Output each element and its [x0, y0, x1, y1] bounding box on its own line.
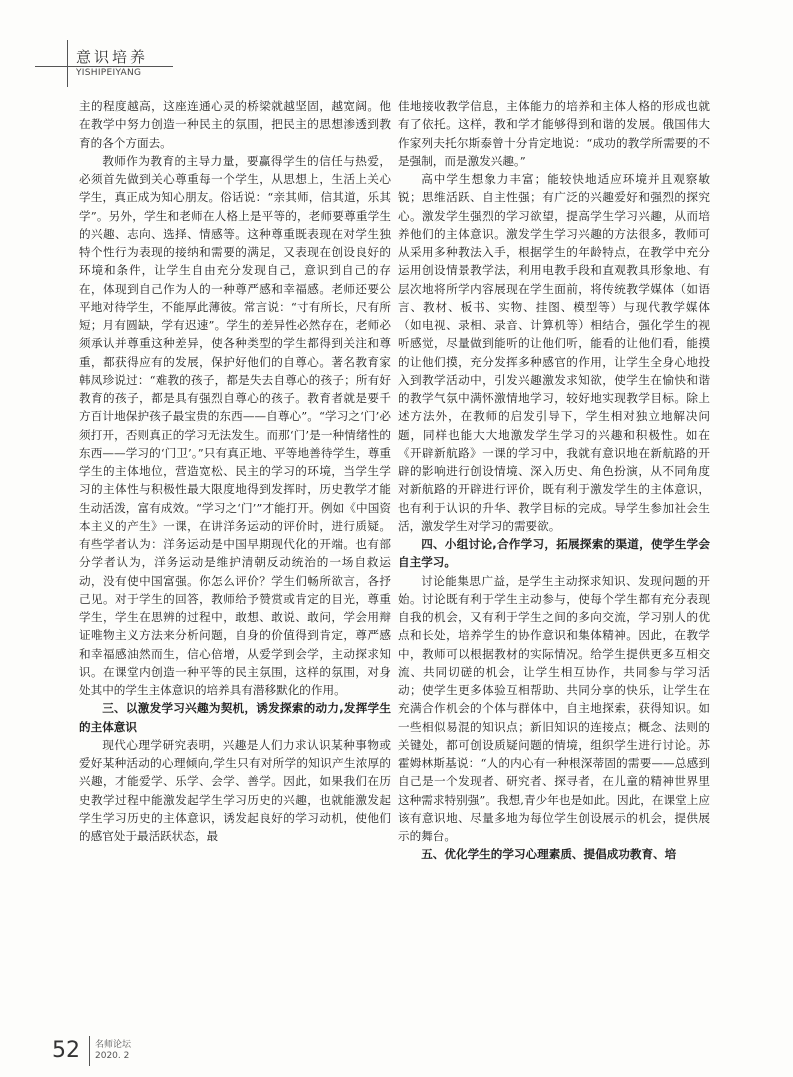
left-text-column	[79, 97, 391, 845]
body-paragraph: 讨论能集思广益，是学生主动探求知识、发现问题的开始。讨论既有利于学生主动参与，使每个学生都有充分表现自我的机会，又有利于学生之间的多向交流，学习别人的优点和长处，培养学生的协作意识和集体精神。因此，在教学中，教师可以根据教材的实际情况。给学生提供更多互相交流、共同切磋的机会，让学生相互协作，共同参与学习活动；使学生更多体验互相帮助、共同分享的快乐，让学生在充满合作机会的个体与群体中，自主地探索，获得知识。如一些相似易混的知识点；新旧知识的连接点；概念、法则的关键处，都可创设质疑问题的情境，组织学生进行讨论。苏霍姆林斯基说：“人的内心有一种根深蒂固的需要——总感到自己是一个发现者、研究者、探寻者，在儿童的精神世界里这种需求特别强”。我想,青少年也是如此。因此，在课堂上应该有意识地、尽量多地为每位学生创设展示的机会，提供展示的舞台。	[398, 573, 710, 843]
magazine-name: 名师论坛	[95, 1040, 132, 1050]
body-paragraph: 教师作为教育的主导力量，要赢得学生的信任与热爱，必须首先做到关心尊重每一个学生，从思想上，生活上关心学生，真正成为知心朋友。俗话说：“亲其师，信其道，乐其学”。另外，学生和老师在人格上是平等的，老师要尊重学生的兴趣、志向、选择、情感等。这种尊重既表现在对学生独特个性行为表现的接纳和需要的满足，又表现在创设良好的环境和条件，让学生自由充分发现自己，意识到自己的存在，体现到自己作为人的一种尊严感和幸福感。老师还要公平地对待学生，不能厚此薄彼。常言说：“寸有所长，尺有所短；月有圆缺，学有迟速”。学生的差异性必然存在，老师必须承认并尊重这种差异，使各种类型的学生都得到关注和尊重，都获得应有的发展，保护好他们的自尊心。著名教育家韩凤珍说过：“难教的孩子，都是失去自尊心的孩子；所有好教育的孩子，都是具有强烈自尊心的孩子。教育者就是要千方百计地保护孩子最宝贵的东西——自尊心”。“学习之‘门’必须打开，否则真正的学习无法发生。而那‘门’是一种情绪性的东西——学习的‘门卫’。”只有真正地、平等地善待学生，尊重学生的主体地位，营造宽松、民主的学习的环境，当学生学习的主体性与积极性最大限度地得到发挥时，历史教学才能生动活泼，富有成效。“学习之‘门’”才能打开。例如《中国资本主义的产生》一课，在讲洋务运动的评价时，进行质疑。有些学者认为：洋务运动是中国早期现代化的开端。也有部分学者认为，洋务运动是维护清朝反动统治的一场自救运动，没有使中国富强。你怎么评价？学生们畅所欲言，各抒己见。对于学生的回答，教师给予赞赏或肯定的目光，尊重学生，学生在思辨的过程中，敢想、敢说、敢问，学会用辩证唯物主义方法来分析问题，自身的价值得到肯定，尊严感和幸福感油然而生，信心倍增，从爱学到会学，主动探求知识。在课堂内创造一种平等的民主氛围，这样的氛围，对身处其中的学生主体意识的培养具有潜移默化的作用。	[79, 153, 391, 697]
section-heading: 四、小组讨论,合作学习，拓展探索的渠道，使学生学会自主学习。	[398, 537, 710, 570]
header-vertical-rule	[67, 40, 68, 87]
footer-divider	[89, 1036, 90, 1066]
body-paragraph: 佳地接收教学信息，主体能力的培养和主体人格的形成也就有了依托。这样，教和学才能够得到和谐的发展。俄国伟大作家列夫托尔斯泰曾十分肯定地说：“成功的教学所需要的不是强制，而是激发兴趣。”	[398, 99, 710, 168]
section-heading: 五、优化学生的学习心理素质、提倡成功教育、培	[421, 847, 677, 862]
section-heading: 三、以激发学习兴趣为契机，诱发探索的动力,发挥学生的主体意识	[79, 701, 391, 734]
body-paragraph: 高中学生想象力丰富；能较快地适应环境并且观察敏锐；思维活跃、自主性强；有广泛的兴趣爱好和强烈的探究心。激发学生强烈的学习欲望，提高学生学习兴趣，从而培养他们的主体意识。激发学生学习兴趣的方法很多，教师可从采用多种教法入手，根据学生的年龄特点，在教学中充分运用创设情景教学法，利用电教手段和直观教具形象地、有层次地将所学内容展现在学生面前，将传统教学媒体（如语言、教材、板书、实物、挂图、模型等）与现代教学媒体（如电视、录相、录音、计算机等）相结合，强化学生的视听感觉，尽量做到能听的让他们听，能看的让他们看，能摸的让他们摸，充分发挥多种感官的作用，让学生全身心地投入到教学活动中，引发兴趣激发求知欲，使学生在愉快和谐的教学气氛中满怀激情地学习，较好地实现教学目标。除上述方法外，在教师的启发引导下，学生相对独立地解决问题，同样也能大大地激发学生学习的兴趣和积极性。如在《开辟新航路》一课的学习中，我就有意识地在新航路的开辟的影响进行创设情境、深入历史、角色扮演，从不同角度对新航路的开辟进行评价，既有利于激发学生的主体意识，也有利于认识的升华、教学目标的完成。导学生参加社会生活，激发学生对学习的需要欲。	[398, 172, 710, 533]
section-subtitle: YISHIPEIYANG	[76, 68, 142, 78]
section-title: 意识培养	[76, 48, 149, 66]
body-paragraph: 现代心理学研究表明，兴趣是人们力求认识某种事物或爱好某种活动的心理倾向,学生只有对所学的知识产生浓厚的兴趣，才能爱学、乐学、会学、善学。因此，如果我们在历史教学过程中能激发起学生学习历史的兴趣，也就能激发起学生学习历史的主体意识，诱发起良好的学习动机，使他们的感官处于最活跃状态，最	[79, 737, 391, 843]
page-header	[0, 0, 793, 90]
issue-date: 2020. 2	[95, 1051, 130, 1061]
body-paragraph: 主的程度越高，这座连通心灵的桥梁就越坚固，越宽阔。他在教学中努力创造一种民主的氛围，把民主的思想渗透到教育的各个方面去。	[79, 99, 391, 150]
page-number: 52	[52, 1038, 80, 1063]
right-text-column	[398, 97, 710, 864]
